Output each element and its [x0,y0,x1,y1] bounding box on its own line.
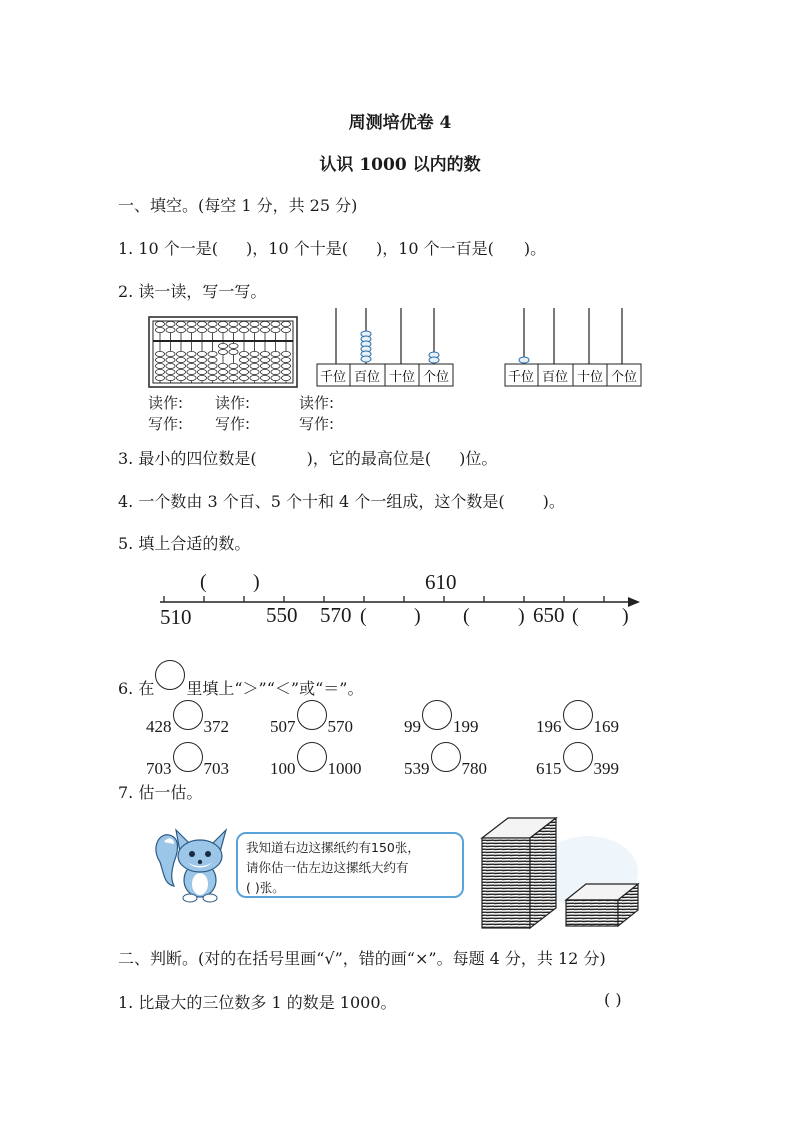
place-label: 千位 [507,370,535,385]
compare-item [536,742,619,779]
speech-line: 请你估一估左边这摞纸大约有 [246,860,409,875]
s2-q1-text: 1. 比最大的三位数多 1 的数是 1000。 [118,993,397,1012]
compare-left: 615 [536,759,562,778]
tick-label: 650 [533,603,565,627]
compare-circle-input[interactable] [297,742,327,772]
compare-left: 428 [146,717,172,736]
place-label: 百位 [541,370,569,385]
compare-circle-input[interactable] [563,700,593,730]
place-label: 十位 [576,370,604,385]
place-label: 个位 [610,370,638,385]
speech-bubble [236,832,464,898]
compare-item [146,700,229,737]
q4: 4. 一个数由 3 个百、5 个十和 4 个一组成，这个数是( )。 [118,492,565,511]
compare-left: 703 [146,759,172,778]
compare-right: 372 [203,717,229,736]
q6-text: 6. 在 里填上“＞”“＜”或“＝”。 [118,660,363,699]
place-label: 千位 [319,370,347,385]
number-line [150,566,650,632]
compare-circle-input[interactable] [173,742,203,772]
q1: 1. 10 个一是( )，10 个十是( )，10 个一百是( )。 [118,239,547,258]
compare-right: 399 [593,759,619,778]
blank-open: ( [463,605,470,627]
blank-open: ( [572,605,579,627]
blank-close: ) [518,605,525,627]
compare-item [270,742,362,779]
fox-illustration [150,822,240,904]
compare-circle-input[interactable] [297,700,327,730]
compare-left: 196 [536,717,562,736]
compare-left: 507 [270,717,296,736]
compare-left: 100 [270,759,296,778]
compare-item [270,700,353,737]
read-label-3: 读作: [299,394,335,412]
page-subtitle: 认识 1000 以内的数 [319,155,481,175]
tick-label: 570 [320,603,352,627]
compare-right: 780 [461,759,487,778]
blank-close: ) [622,605,629,627]
compare-left: 99 [404,717,421,736]
place-label: 个位 [422,370,450,385]
speech-line: 我知道右边这摞纸约有150张， [246,840,420,855]
blank-close: ) [253,571,260,593]
write-label-2: 写作: [215,415,251,433]
q7-text: 7. 估一估。 [118,783,203,802]
compare-item [536,700,619,737]
counter-figure-1 [316,306,456,388]
counter-figure-2 [504,306,644,388]
compare-right: 169 [593,717,619,736]
section1-heading: 一、填空。(每空 1 分，共 25 分) [118,196,358,215]
compare-item [404,742,487,779]
compare-item [404,700,479,737]
write-label-3: 写作: [299,415,335,433]
tick-label: 610 [425,570,457,594]
page-title: 周测培优卷 4 [348,113,452,133]
blank-open: ( [200,571,207,593]
q3: 3. 最小的四位数是( )，它的最高位是( )位。 [118,449,498,468]
read-label-2: 读作: [215,394,251,412]
compare-circle-input[interactable] [422,700,452,730]
place-label: 十位 [388,370,416,385]
compare-circle-input[interactable] [173,700,203,730]
q5-text: 5. 填上合适的数。 [118,534,251,553]
tick-label: 550 [266,603,298,627]
q2-text: 2. 读一读，写一写。 [118,282,267,301]
speech-line: ( )张。 [246,880,285,895]
compare-right: 199 [453,717,479,736]
blank-open: ( [360,605,367,627]
abacus-figure [148,316,298,388]
compare-circle-input[interactable] [563,742,593,772]
write-label-1: 写作: [148,415,184,433]
compare-right: 703 [203,759,229,778]
compare-left: 539 [404,759,430,778]
blank-close: ) [414,605,421,627]
tick-label: 510 [160,605,192,629]
place-label: 百位 [353,370,381,385]
paper-stacks-illustration [478,812,658,930]
compare-right: 570 [327,717,353,736]
s2-q1-answer-box[interactable]: ( ) [604,990,622,1009]
compare-right: 1000 [327,759,362,778]
read-label-1: 读作: [148,394,184,412]
section2-heading: 二、判断。(对的在括号里画“√”，错的画“×”。每题 4 分，共 12 分) [118,949,606,968]
compare-circle-input[interactable] [431,742,461,772]
compare-item [146,742,229,779]
compare-circle-icon [155,660,185,690]
